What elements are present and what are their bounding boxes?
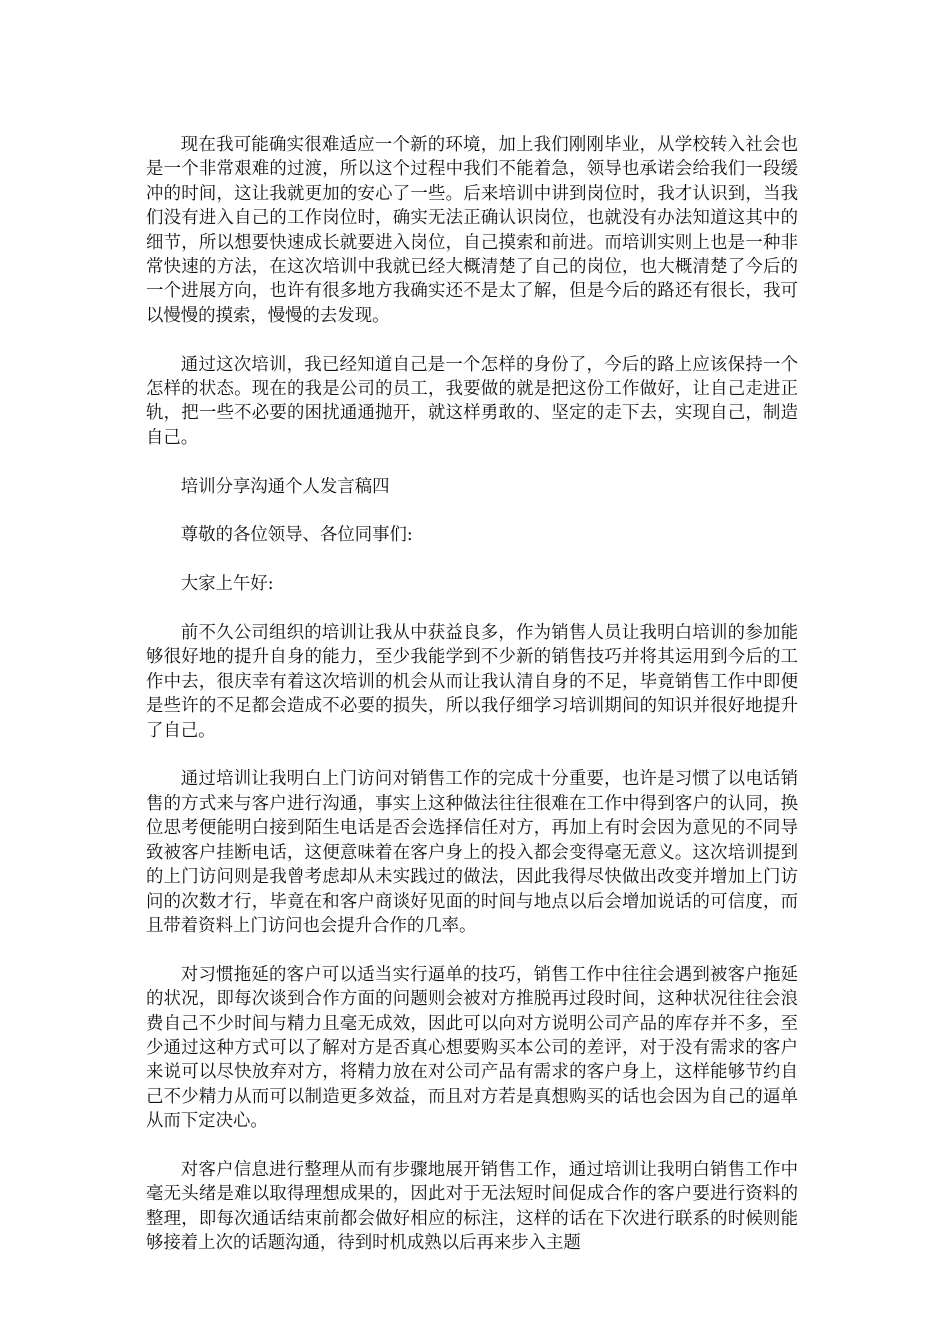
paragraph-training-benefit: 前不久公司组织的培训让我从中获益良多，作为销售人员让我明白培训的参加能够很好地的提升自身的能力，至少我能学到不少新的销售技巧并将其运用到今后的工作中去，很庆幸有着这次培训的机会从而让我认清自身的不足，毕竟销售工作中即便是些许的不足都会造成不必要的损失，所以我仔细学习培训期间的知识并很好地提升了自己。 bbox=[146, 623, 798, 741]
paragraph-adaptation: 现在我可能确实很难适应一个新的环境，加上我们刚刚毕业，从学校转入社会也是一个非常艰难的过渡，所以这个过程中我们不能着急，领导也承诺会给我们一段缓冲的时间，这让我就更加的安心了一些。后来培训中讲到岗位时，我才认识到，当我们没有进入自己的工作岗位时，确实无法正确认识岗位，也就没有办法知道这其中的细节，所以想要快速成长就要进入岗位，自己摸索和前进。而培训实则上也是一种非常快速的方法，在这次培训中我就已经大概清楚了自己的岗位，也大概清楚了今后的一个进展方向，也许有很多地方我确实还不是太了解，但是今后的路还有很长，我可以慢慢的摸索，慢慢的去发现。 bbox=[146, 135, 798, 326]
section-title: 培训分享沟通个人发言稿四 bbox=[180, 476, 390, 497]
paragraph-closing-technique: 对习惯拖延的客户可以适当实行逼单的技巧，销售工作中往往会遇到被客户拖延的状况，即每次谈到合作方面的问题则会被对方推脱再过段时间，这种状况往往会浪费自己不少时间与精力且毫无成效，因此可以向对方说明公司产品的库存并不多，至少通过这种方式可以了解对方是否真心想要购买本公司的差评，对于没有需求的客户来说可以尽快放弃对方，将精力放在对公司产品有需求的客户身上，这样能够节约自己不少精力从而可以制造更多效益，而且对方若是真想购买的话也会因为自己的逼单从而下定决心。 bbox=[146, 964, 798, 1132]
paragraph-client-info: 对客户信息进行整理从而有步骤地展开销售工作，通过培训让我明白销售工作中毫无头绪是难以取得理想成果的，因此对于无法短时间促成合作的客户要进行资料的整理，即每次通话结束前都会做好相应的标注，这样的话在下次进行联系的时候则能够接着上次的话题沟通，待到时机成熟以后再来步入主题 bbox=[146, 1159, 798, 1254]
paragraph-training-summary: 通过这次培训，我已经知道自己是一个怎样的身份了，今后的路上应该保持一个怎样的状态。现在的我是公司的员工，我要做的就是把这份工作做好，让自己走进正轨，把一些不必要的困扰通通抛开，就这样勇敢的、坚定的走下去，实现自己，制造自己。 bbox=[146, 354, 798, 448]
document-body bbox=[146, 133, 798, 1280]
salutation: 尊敬的各位领导、各位同事们: bbox=[180, 525, 413, 546]
paragraph-door-visits: 通过培训让我明白上门访问对销售工作的完成十分重要，也许是习惯了以电话销售的方式来与客户进行沟通，事实上这种做法往往很难在工作中得到客户的认同，换位思考便能明白接到陌生电话是否会选择信任对方，再加上有时会因为意见的不同导致被客户挂断电话，这便意味着在客户身上的投入都会变得毫无意义。这次培训提到的上门访问则是我曾考虑却从未实践过的做法，因此我得尽快做出改变并增加上门访问的次数才行，毕竟在和客户商谈好见面的时间与地点以后会增加说话的可信度，而且带着资料上门访问也会提升合作的几率。 bbox=[146, 769, 798, 936]
greeting: 大家上午好: bbox=[180, 574, 274, 595]
